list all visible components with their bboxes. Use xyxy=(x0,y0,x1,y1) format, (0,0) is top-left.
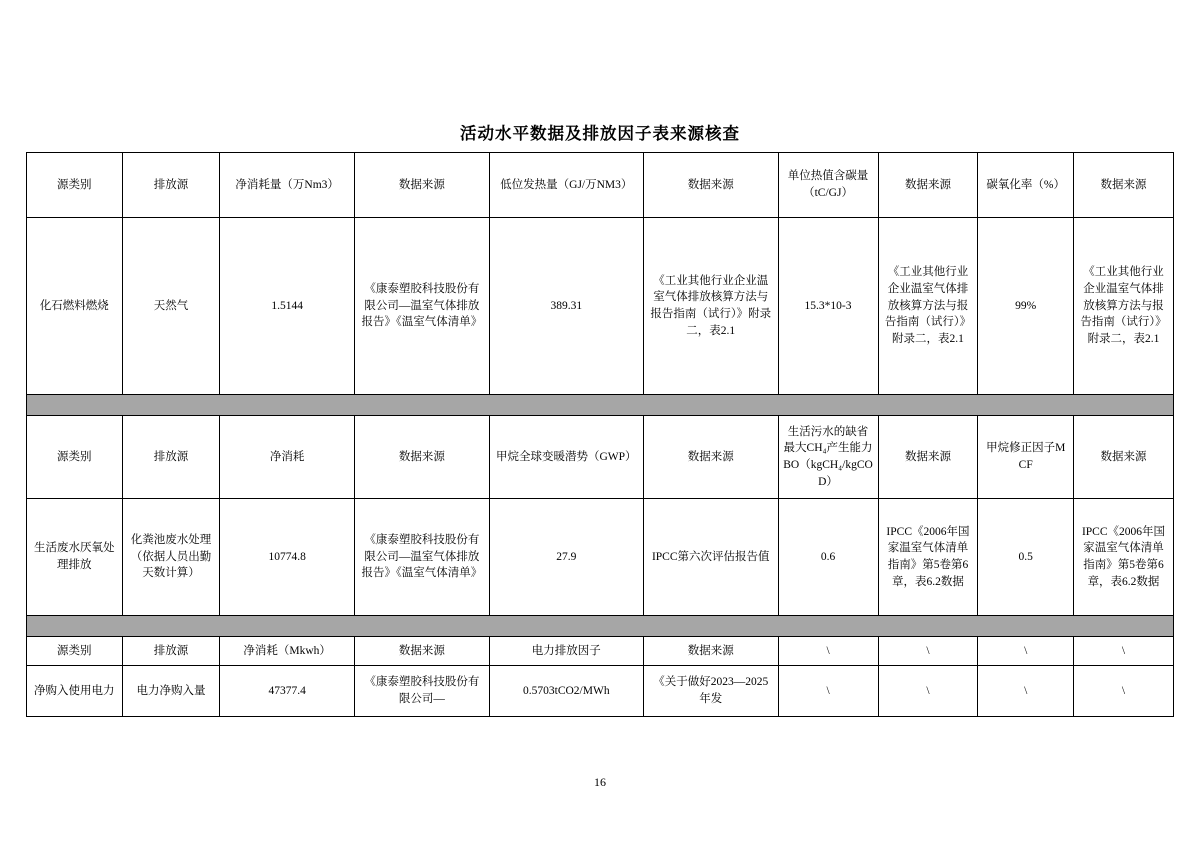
th-source-category-2: 源类别 xyxy=(27,416,123,499)
cell-empty-3c: \ xyxy=(778,666,878,717)
cell-net-consumption-3: 47377.4 xyxy=(220,666,355,717)
table-header-row-2 xyxy=(27,416,1174,499)
cell-emission-source-3: 电力净购入量 xyxy=(122,666,220,717)
th-carbon-content: 单位热值含碳量（tC/GJ） xyxy=(778,153,878,218)
cell-low-heating-value: 389.31 xyxy=(489,218,643,395)
table-row xyxy=(27,499,1174,616)
th-data-source-1b: 数据来源 xyxy=(643,153,778,218)
cell-data-source-1b: 《工业其他行业企业温室气体排放核算方法与报告指南（试行）》附录二，表2.1 xyxy=(643,218,778,395)
th-empty-3e: \ xyxy=(978,637,1074,666)
cell-methane-gwp: 27.9 xyxy=(489,499,643,616)
cell-empty-3d: \ xyxy=(878,666,978,717)
table-row xyxy=(27,666,1174,717)
cell-data-source-2a: 《康泰塑胶科技股份有限公司—温室气体排放报告》《温室气体清单》 xyxy=(355,499,490,616)
th-data-source-1d: 数据来源 xyxy=(1074,153,1174,218)
cell-net-consumption-2: 10774.8 xyxy=(220,499,355,616)
cell-empty-3f: \ xyxy=(1074,666,1174,717)
th-mcf-factor: 甲烷修正因子MCF xyxy=(978,416,1074,499)
th-net-consumption-3: 净消耗（Mkwh） xyxy=(220,637,355,666)
th-emission-source-2: 排放源 xyxy=(122,416,220,499)
cell-net-consumption-1: 1.5144 xyxy=(220,218,355,395)
th-bo-capacity: 生活污水的缺省最大CH₄产生能力BO（kgCH₄/kgCOD） xyxy=(778,416,878,499)
cell-data-source-1a: 《康泰塑胶科技股份有限公司—温室气体排放报告》《温室气体清单》 xyxy=(355,218,490,395)
cell-oxidation-rate: 99% xyxy=(978,218,1074,395)
separator-band xyxy=(27,616,1174,637)
th-net-consumption-2: 净消耗 xyxy=(220,416,355,499)
th-data-source-2c: 数据来源 xyxy=(878,416,978,499)
cell-mcf-factor: 0.5 xyxy=(978,499,1074,616)
th-data-source-1a: 数据来源 xyxy=(355,153,490,218)
cell-data-source-1d: 《工业其他行业企业温室气体排放核算方法与报告指南（试行）》附录二，表2.1 xyxy=(1074,218,1174,395)
th-low-heating-value: 低位发热量（GJ/万NM3） xyxy=(489,153,643,218)
page-title: 活动水平数据及排放因子表来源核查 xyxy=(460,124,740,143)
th-data-source-2a: 数据来源 xyxy=(355,416,490,499)
table-block-separator-1 xyxy=(27,395,1174,416)
cell-empty-3e: \ xyxy=(978,666,1074,717)
cell-carbon-content: 15.3*10-3 xyxy=(778,218,878,395)
cell-source-category-1: 化石燃料燃烧 xyxy=(27,218,123,395)
th-data-source-3a: 数据来源 xyxy=(355,637,490,666)
th-emission-source-1: 排放源 xyxy=(122,153,220,218)
cell-emission-source-2: 化粪池废水处理（依据人员出勤天数计算） xyxy=(122,499,220,616)
th-electricity-factor: 电力排放因子 xyxy=(489,637,643,666)
cell-data-source-2d: IPCC《2006年国家温室气体清单指南》第5卷第6章，表6.2数据 xyxy=(1074,499,1174,616)
th-empty-3c: \ xyxy=(778,637,878,666)
th-source-category-1: 源类别 xyxy=(27,153,123,218)
cell-data-source-3a: 《康泰塑胶科技股份有限公司— xyxy=(355,666,490,717)
cell-emission-source-1: 天然气 xyxy=(122,218,220,395)
cell-bo-capacity: 0.6 xyxy=(778,499,878,616)
th-net-consumption-1: 净消耗量（万Nm3） xyxy=(220,153,355,218)
th-empty-3f: \ xyxy=(1074,637,1174,666)
cell-data-source-2b: IPCC第六次评估报告值 xyxy=(643,499,778,616)
cell-source-category-2: 生活废水厌氧处理排放 xyxy=(27,499,123,616)
table-row xyxy=(27,218,1174,395)
th-emission-source-3: 排放源 xyxy=(122,637,220,666)
cell-electricity-factor: 0.5703tCO2/MWh xyxy=(489,666,643,717)
cell-data-source-3b: 《关于做好2023—2025年发 xyxy=(643,666,778,717)
cell-data-source-1c: 《工业其他行业企业温室气体排放核算方法与报告指南（试行）》附录二，表2.1 xyxy=(878,218,978,395)
th-data-source-2d: 数据来源 xyxy=(1074,416,1174,499)
table-block-separator-2 xyxy=(27,616,1174,637)
cell-source-category-3: 净购入使用电力 xyxy=(27,666,123,717)
table-header-row-1 xyxy=(27,153,1174,218)
th-oxidation-rate: 碳氧化率（%） xyxy=(978,153,1074,218)
table-header-row-3 xyxy=(27,637,1174,666)
cell-data-source-2c: IPCC《2006年国家温室气体清单指南》第5卷第6章，表6.2数据 xyxy=(878,499,978,616)
separator-band xyxy=(27,395,1174,416)
page-number: 16 xyxy=(594,775,606,789)
activity-data-table xyxy=(26,152,1174,717)
th-empty-3d: \ xyxy=(878,637,978,666)
th-source-category-3: 源类别 xyxy=(27,637,123,666)
th-methane-gwp: 甲烷全球变暖潜势（GWP） xyxy=(489,416,643,499)
th-data-source-2b: 数据来源 xyxy=(643,416,778,499)
th-data-source-3b: 数据来源 xyxy=(643,637,778,666)
th-data-source-1c: 数据来源 xyxy=(878,153,978,218)
